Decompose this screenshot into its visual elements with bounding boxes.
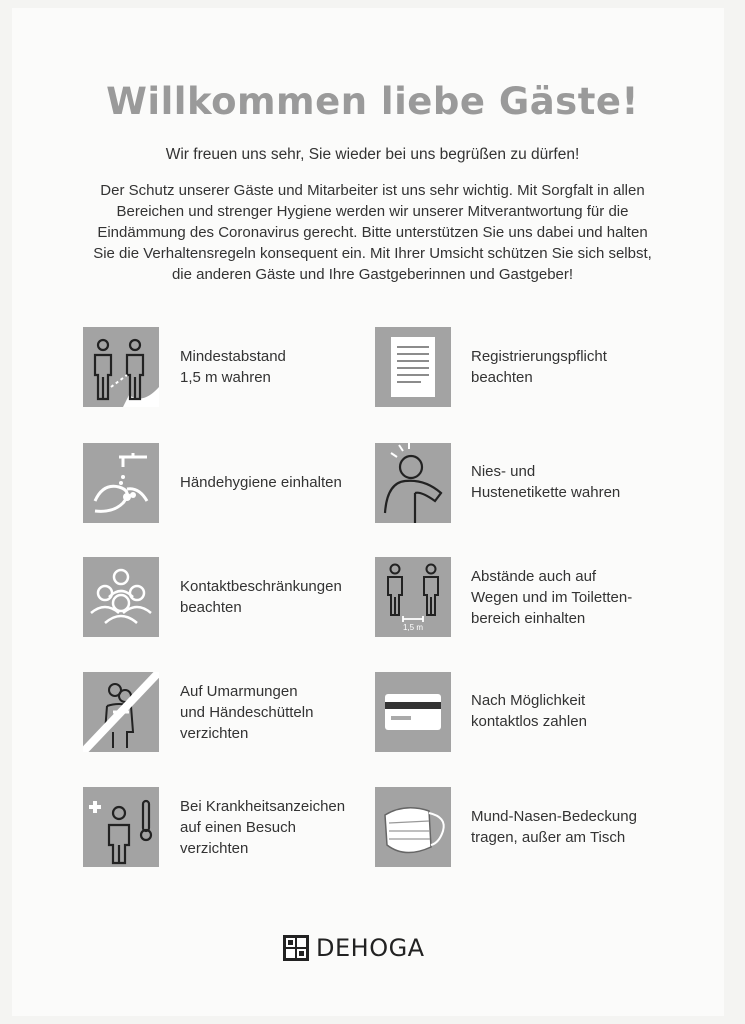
rule-card-label — [471, 690, 587, 732]
rule-line: Abstände auch auf — [471, 568, 597, 585]
page-title: Willkommen liebe Gäste! — [106, 80, 639, 123]
distance-icon — [83, 327, 159, 407]
mask-icon — [375, 787, 451, 867]
rule-group-label — [180, 576, 342, 618]
rule-registration-label — [471, 346, 607, 388]
rule-line: Mund-Nasen-Bedeckung — [471, 808, 637, 825]
rule-line: und Händeschütteln — [180, 704, 314, 721]
distance-caption: 1,5 m — [402, 623, 423, 632]
intro-line: die anderen Gäste und Ihre Gastgeberinnen und Gastgeber! — [171, 266, 574, 283]
no-hug-icon — [83, 672, 159, 752]
rule-line: beachten — [471, 369, 533, 386]
rule-sick-label — [180, 796, 345, 859]
rule-mask-label — [471, 806, 637, 848]
rule-line: Nach Möglichkeit — [471, 692, 586, 709]
rule-line: Hustenetikette wahren — [471, 484, 621, 501]
rule-line: Bei Krankheitsanzeichen — [180, 798, 346, 815]
rule-line: 1,5 m wahren — [180, 369, 271, 386]
dehoga-wordmark: DEHOGA — [316, 934, 425, 962]
rule-line: beachten — [180, 599, 242, 616]
rule-line: Händehygiene einhalten — [180, 474, 342, 491]
toilet-distance-icon — [375, 557, 451, 637]
rule-line: tragen, außer am Tisch — [471, 829, 626, 846]
rule-line: verzichten — [180, 840, 249, 857]
group-icon — [83, 557, 159, 637]
intro-text — [60, 180, 685, 285]
handwash-icon — [83, 443, 159, 523]
registration-icon — [375, 327, 451, 407]
rule-no-hug-label — [180, 681, 313, 744]
rule-line: Mindestabstand — [180, 348, 286, 365]
intro-line: Bereichen und strenger Hygiene werden wir unserer Mitverantwortung für die — [116, 203, 629, 220]
sneeze-icon — [375, 443, 451, 523]
intro-line: Sie die Verhaltensregeln konsequent ein. Mit Ihrer Umsicht schützen Sie sich selbst, — [93, 245, 652, 262]
rule-line: verzichten — [180, 725, 249, 742]
rule-line: Nies- und — [471, 463, 536, 480]
card-icon — [375, 672, 451, 752]
page-subtitle: Wir freuen uns sehr, Sie wieder bei uns begrüßen zu dürfen! — [165, 146, 580, 163]
rule-line: kontaktlos zahlen — [471, 713, 587, 730]
rule-distance-label — [180, 346, 286, 388]
intro-line: Der Schutz unserer Gäste und Mitarbeiter ist uns sehr wichtig. Mit Sorgfalt in allen — [100, 182, 645, 199]
rule-line: Kontaktbeschränkungen — [180, 578, 342, 595]
rule-line: auf einen Besuch — [180, 819, 296, 836]
dehoga-emblem-icon — [282, 934, 310, 962]
rule-line: Auf Umarmungen — [180, 683, 298, 700]
rule-handwash-label — [180, 472, 342, 493]
rule-line: bereich einhalten — [471, 610, 586, 627]
rule-sneeze-label — [471, 461, 620, 503]
dehoga-logo — [282, 933, 425, 963]
sick-icon — [83, 787, 159, 867]
rule-toilet-distance-label — [471, 566, 632, 629]
rule-line: Registrierungspflicht — [471, 348, 607, 365]
rule-line: Wegen und im Toiletten- — [471, 589, 633, 606]
intro-line: Eindämmung des Coronavirus gerecht. Bitte unterstützen Sie uns dabei und halten — [97, 224, 648, 241]
